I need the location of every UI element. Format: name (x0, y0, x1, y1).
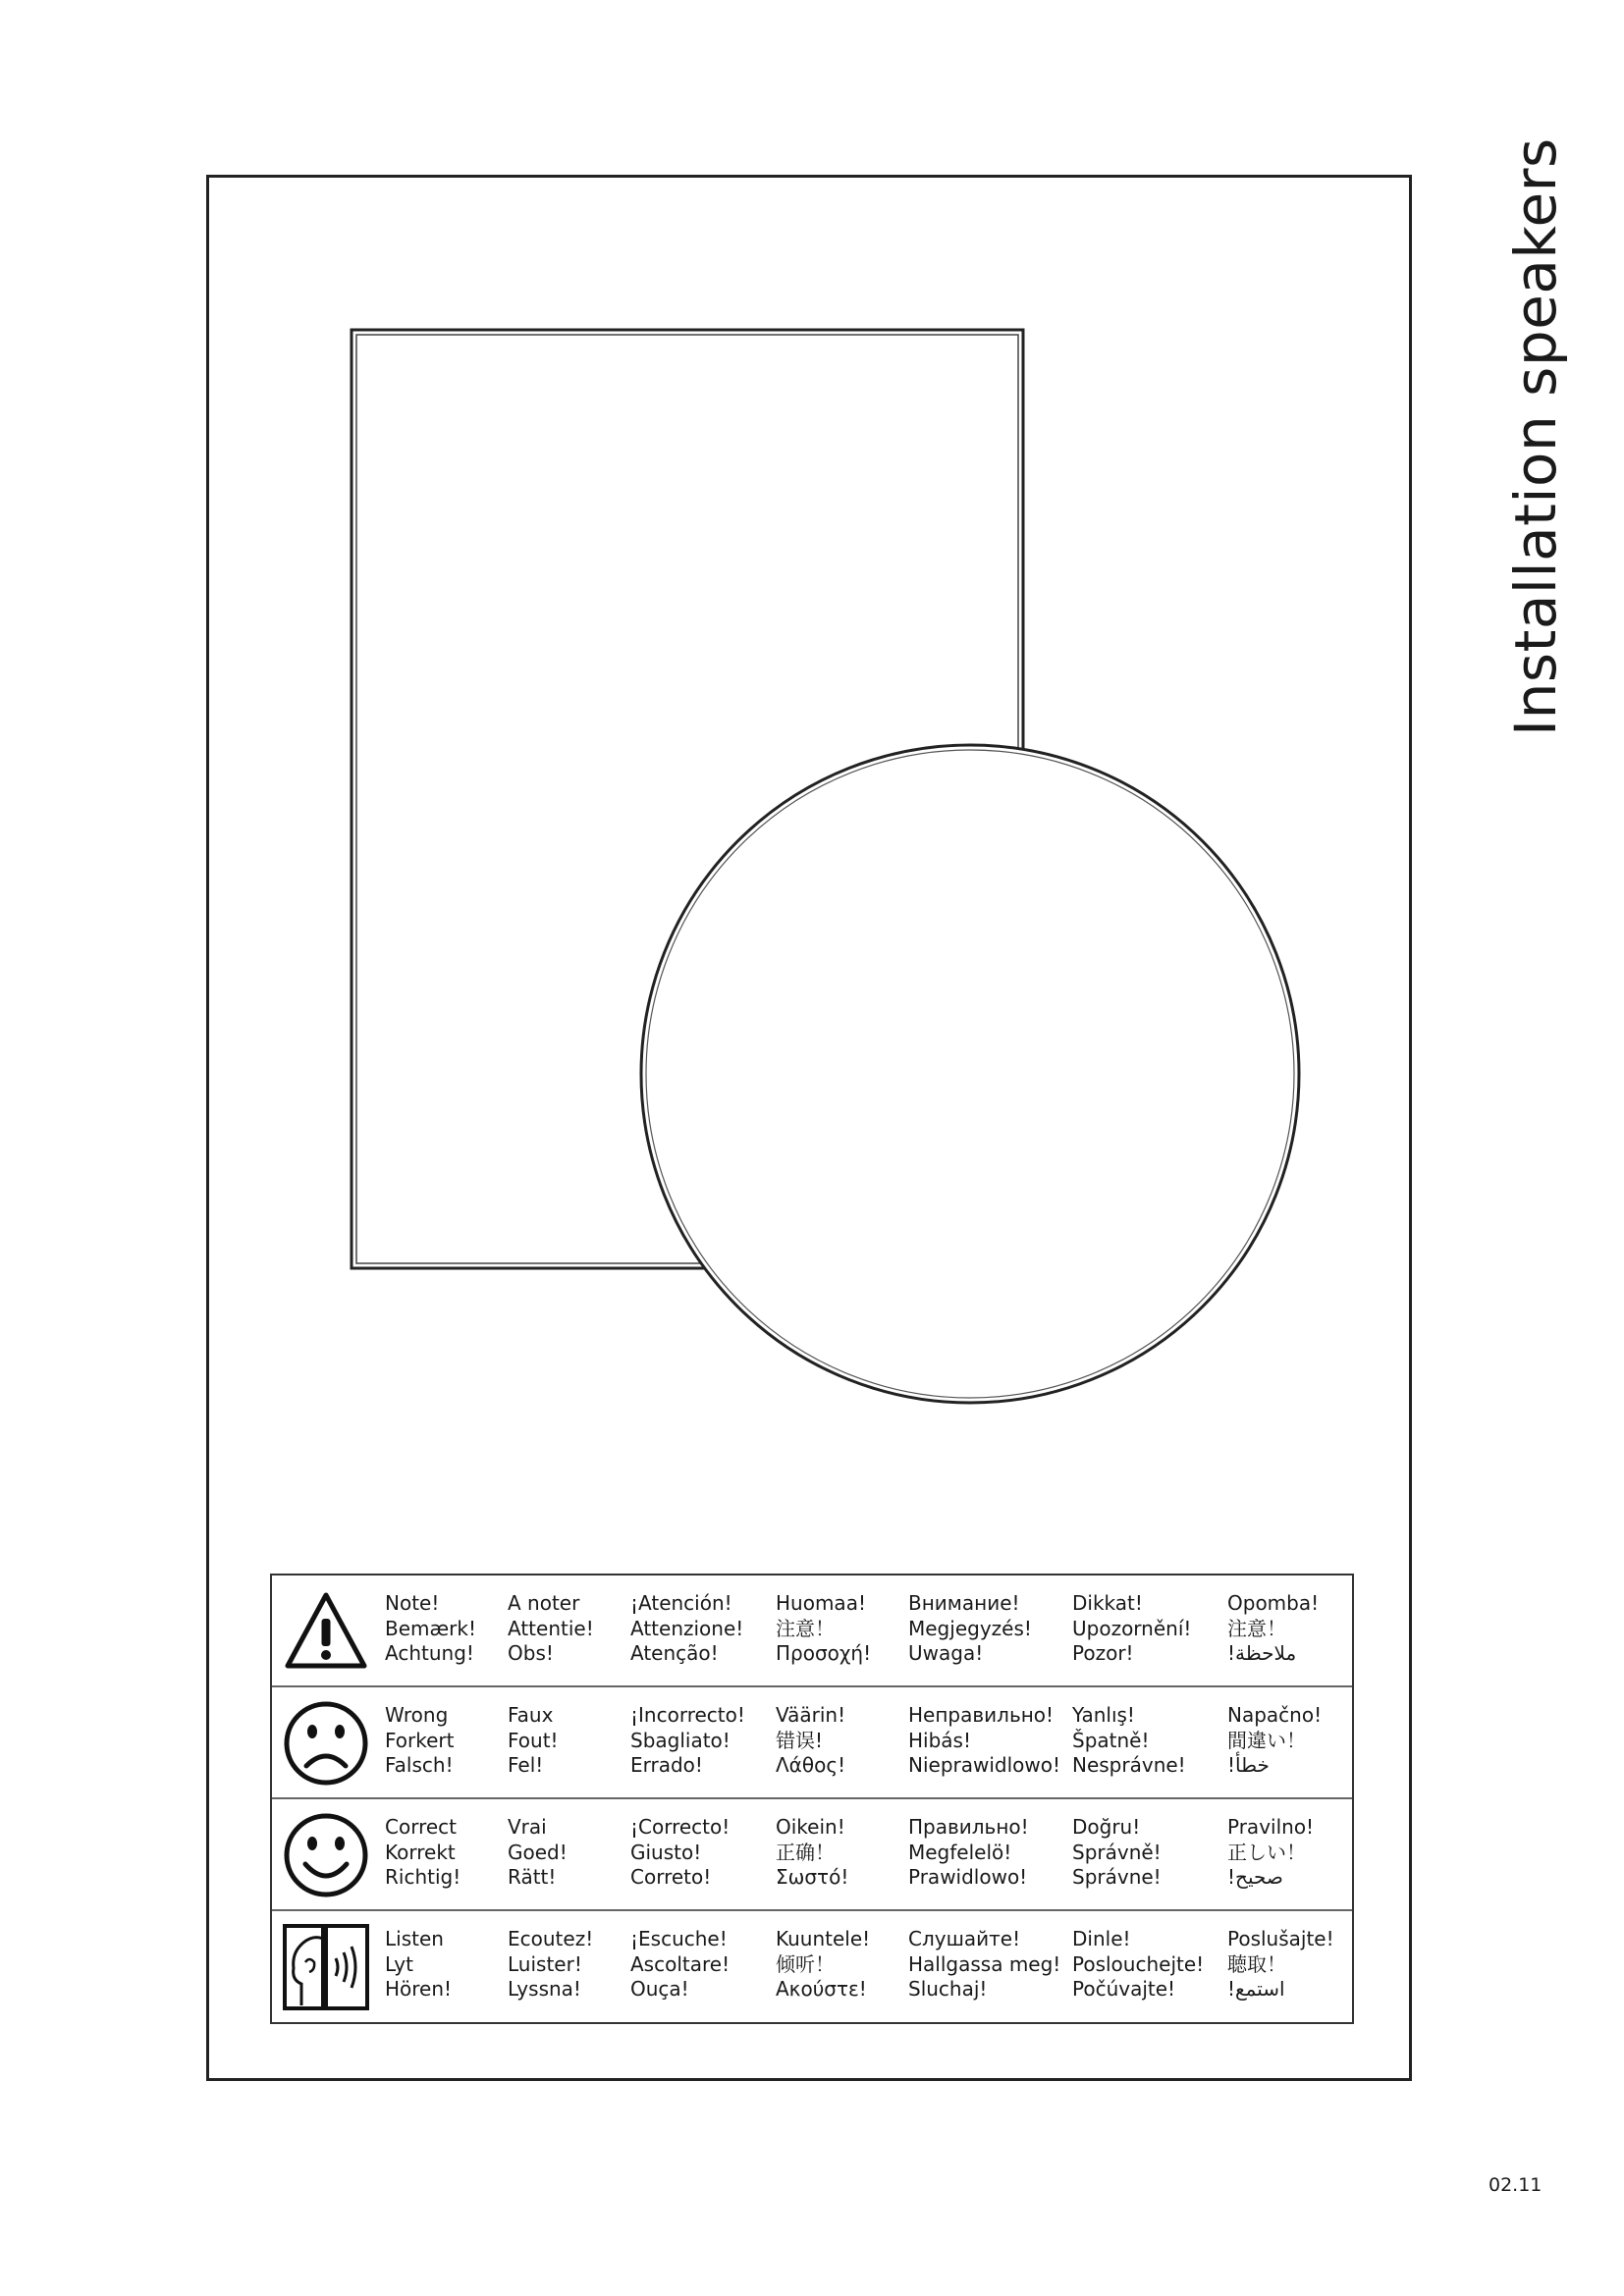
cell-wrong-col4: Väärin! 错误! Λάθος! (776, 1703, 846, 1777)
cell-listen-col2: Ecoutez! Luister! Lyssna! (508, 1927, 594, 2001)
cell-wrong-col6: Yanlış! Špatně! Nesprávne! (1072, 1703, 1186, 1777)
cell-wrong-col7: Napačno! 間違い！ !خطأ (1227, 1703, 1323, 1777)
side-title-text: Installation speakers (1502, 137, 1569, 736)
cell-listen-col4: Kuuntele! 倾听！ Ακούστε! (776, 1927, 871, 2001)
cell-correct-col7: Pravilno! 正しい！ !صحيح (1227, 1815, 1315, 1889)
cell-listen-col1: Listen Lyt Hören! (385, 1927, 453, 2001)
cell-note-col4: Huomaa! 注意！ Προσοχή! (776, 1591, 872, 1665)
cell-correct-col3: ¡Correcto! Giusto! Correto! (630, 1815, 731, 1889)
cell-correct-col4: Oikein! 正确！ Σωστό! (776, 1815, 849, 1889)
cell-note-col5: Внимание! Megjegyzés! Uwaga! (908, 1591, 1032, 1665)
cell-correct-col5: Правильно! Megfelelö! Prawidlowo! (908, 1815, 1029, 1889)
sad-face-icon (282, 1699, 370, 1788)
table-row-note (272, 1575, 1352, 1687)
speaker-circle (641, 745, 1299, 1403)
cell-listen-col5: Слушайте! Hallgassa meg! Sluchaj! (908, 1927, 1061, 2001)
cell-listen-col3: ¡Escuche! Ascoltare! Ouça! (630, 1927, 731, 2001)
cell-wrong-col1: Wrong Forkert Falsch! (385, 1703, 455, 1777)
cell-note-col3: ¡Atención! Attenzione! Atenção! (630, 1591, 744, 1665)
cell-wrong-col3: ¡Incorrecto! Sbagliato! Errado! (630, 1703, 745, 1777)
cell-wrong-col2: Faux Fout! Fel! (508, 1703, 559, 1777)
cell-correct-col2: Vrai Goed! Rätt! (508, 1815, 568, 1889)
cell-correct-col6: Doğru! Správně! Správne! (1072, 1815, 1162, 1889)
table-row-wrong (272, 1687, 1352, 1799)
page-code: 02.11 (1489, 2174, 1543, 2196)
cell-note-col2: A noter Attentie! Obs! (508, 1591, 594, 1665)
cell-note-col1: Note! Bemærk! Achtung! (385, 1591, 476, 1665)
cell-correct-col1: Correct Korrekt Richtig! (385, 1815, 461, 1889)
table-row-listen (272, 1911, 1352, 2023)
listen-ear-icon (282, 1923, 370, 2011)
cell-listen-col7: Poslušajte! 聴取！ !استمع (1227, 1927, 1334, 2001)
cell-listen-col6: Dinle! Poslouchejte! Počúvajte! (1072, 1927, 1205, 2001)
happy-face-icon (282, 1811, 370, 1899)
cell-wrong-col5: Неправильно! Hibás! Nieprawidlowo! (908, 1703, 1061, 1777)
warnings-table (270, 1574, 1354, 2024)
cell-note-col7: Opomba! 注意！ !ملاحظة (1227, 1591, 1320, 1665)
table-row-correct (272, 1799, 1352, 1911)
cell-note-col6: Dikkat! Upozornění! Pozor! (1072, 1591, 1192, 1665)
warning-triangle-icon (282, 1587, 370, 1676)
